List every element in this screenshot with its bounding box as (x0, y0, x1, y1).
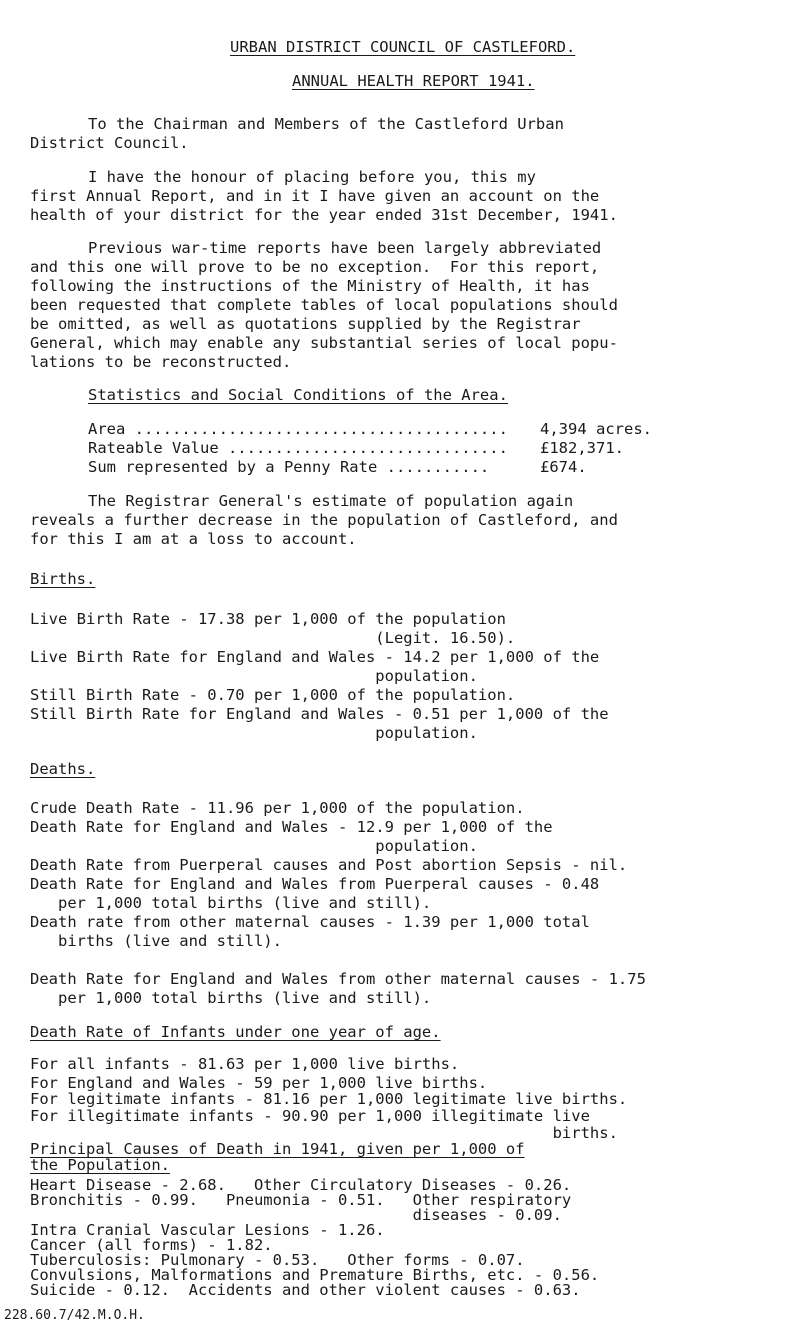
infant-line: births. (30, 1124, 618, 1142)
stat-row-label: Rateable Value .............................. (88, 439, 508, 457)
births-line: Live Birth Rate for England and Wales - 14.2 per 1,000 of the (30, 648, 600, 666)
salutation-line-1: To the Chairman and Members of the Castleford Urban (88, 115, 564, 133)
council-heading: URBAN DISTRICT COUNCIL OF CASTLEFORD. (230, 38, 576, 56)
intro-paragraph-2-line: General, which may enable any substantial series of local popu- (30, 334, 618, 352)
intro-paragraph-2-line: be omitted, as well as quotations supplied by the Registrar (30, 315, 581, 333)
cause-line: Cancer (all forms) - 1.82. (30, 1236, 273, 1254)
deaths-line: Death rate from other maternal causes - 1.39 per 1,000 total (30, 913, 590, 931)
cause-line: Heart Disease - 2.68. Other Circulatory Diseases - 0.26. (30, 1176, 572, 1194)
births-line: population. (30, 667, 478, 685)
salutation-line-2: District Council. (30, 134, 189, 152)
stat-row-value: £182,371. (540, 439, 624, 457)
deaths-line: Death Rate for England and Wales from Puerperal causes - 0.48 (30, 875, 600, 893)
births-line: Live Birth Rate - 17.38 per 1,000 of the population (30, 610, 506, 628)
cause-line: diseases - 0.09. (30, 1206, 562, 1224)
infant-death-heading: Death Rate of Infants under one year of age. (30, 1023, 441, 1041)
deaths-heading: Deaths. (30, 760, 96, 778)
causes-heading: Principal Causes of Death in 1941, given per 1,000 of (30, 1140, 525, 1158)
births-line: Still Birth Rate - 0.70 per 1,000 of the population. (30, 686, 516, 704)
infant-line: For England and Wales - 59 per 1,000 live births. (30, 1074, 488, 1092)
infant-line: For legitimate infants - 81.16 per 1,000 legitimate live births. (30, 1090, 628, 1108)
births-heading: Births. (30, 570, 96, 588)
cause-line: Intra Cranial Vascular Lesions - 1.26. (30, 1221, 385, 1239)
stat-row-value: 4,394 acres. (540, 420, 652, 438)
deaths-line: per 1,000 total births (live and still). (30, 989, 432, 1007)
intro-paragraph-2-line: following the instructions of the Ministry of Health, it has (30, 277, 590, 295)
deaths-line: Death Rate for England and Wales from other maternal causes - 1.75 (30, 970, 646, 988)
intro-paragraph-2-line: Previous war-time reports have been largely abbreviated (88, 239, 602, 257)
cause-line: Bronchitis - 0.99. Pneumonia - 0.51. Other respiratory (30, 1191, 572, 1209)
stat-row-value: £674. (540, 458, 587, 476)
infant-line: For all infants - 81.63 per 1,000 live births. (30, 1055, 460, 1073)
intro-paragraph-1-line: first Annual Report, and in it I have given an account on the (30, 187, 600, 205)
population-note-line: for this I am at a loss to account. (30, 530, 357, 548)
footer-code: 228.60.7/42.M.O.H. (4, 1308, 145, 1323)
deaths-line: births (live and still). (30, 932, 282, 950)
cause-line: Suicide - 0.12. Accidents and other violent causes - 0.63. (30, 1281, 581, 1299)
intro-paragraph-2-line: been requested that complete tables of local populations should (30, 296, 618, 314)
causes-heading-continued: the Population. (30, 1156, 170, 1174)
stat-row-label: Sum represented by a Penny Rate ........... (88, 458, 490, 476)
report-title: ANNUAL HEALTH REPORT 1941. (292, 72, 535, 90)
deaths-line: population. (30, 837, 478, 855)
population-note-line: reveals a further decrease in the population of Castleford, and (30, 511, 618, 529)
population-note-line: The Registrar General's estimate of population again (88, 492, 574, 510)
intro-paragraph-1-line: health of your district for the year ended 31st December, 1941. (30, 206, 618, 224)
intro-paragraph-1-line: I have the honour of placing before you, this my (88, 168, 536, 186)
intro-paragraph-2-line: lations to be reconstructed. (30, 353, 292, 371)
deaths-line: per 1,000 total births (live and still). (30, 894, 432, 912)
cause-line: Tuberculosis: Pulmonary - 0.53. Other forms - 0.07. (30, 1251, 525, 1269)
cause-line: Convulsions, Malformations and Premature Births, etc. - 0.56. (30, 1266, 600, 1284)
births-line: population. (30, 724, 478, 742)
stat-row-label: Area ........................................ (88, 420, 508, 438)
deaths-line: Crude Death Rate - 11.96 per 1,000 of the population. (30, 799, 525, 817)
deaths-line: Death Rate for England and Wales - 12.9 per 1,000 of the (30, 818, 553, 836)
statistics-heading: Statistics and Social Conditions of the Area. (88, 386, 508, 404)
intro-paragraph-2-line: and this one will prove to be no exception. For this report, (30, 258, 600, 276)
births-line: Still Birth Rate for England and Wales - 0.51 per 1,000 of the (30, 705, 609, 723)
infant-line: For illegitimate infants - 90.90 per 1,000 illegitimate live (30, 1107, 590, 1125)
births-line: (Legit. 16.50). (30, 629, 516, 647)
deaths-line: Death Rate from Puerperal causes and Post abortion Sepsis - nil. (30, 856, 628, 874)
